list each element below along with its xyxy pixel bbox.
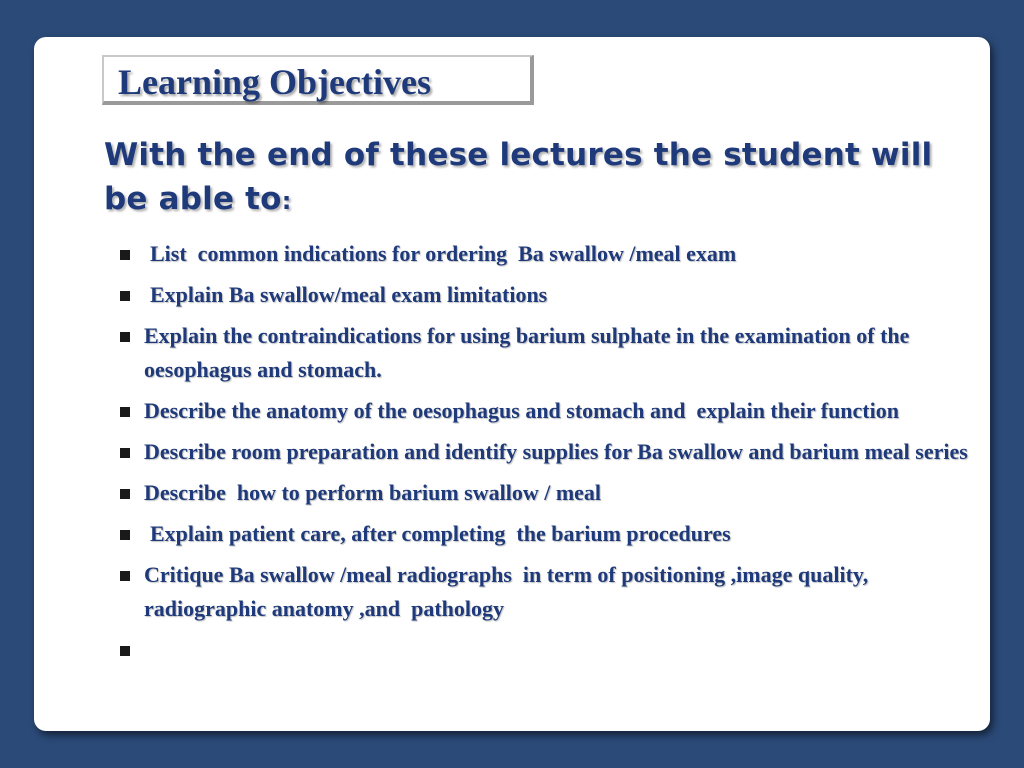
- list-item-text: Critique Ba swallow /meal radiographs in term of positioning ,image quality, radiographic anatomy ,and pathology: [144, 562, 874, 621]
- square-bullet-icon: [120, 332, 130, 342]
- square-bullet-icon: [120, 571, 130, 581]
- list-item: [118, 237, 968, 271]
- square-bullet-icon: [120, 407, 130, 417]
- list-item-text: List common indications for ordering Ba swallow /meal exam: [150, 241, 737, 266]
- list-item: [118, 476, 968, 510]
- list-item-text: Describe room preparation and identify supplies for Ba swallow and barium meal series: [144, 439, 968, 464]
- square-bullet-icon: [120, 250, 130, 260]
- list-item-text: Explain the contraindications for using barium sulphate in the examination of the oesophagus and stomach.: [144, 323, 915, 382]
- list-item: [118, 278, 968, 312]
- square-bullet-icon: [120, 646, 130, 656]
- list-item-text: Describe the anatomy of the oesophagus and stomach and explain their function: [144, 398, 899, 423]
- title-box: [102, 55, 534, 105]
- subtitle-colon: :: [281, 187, 292, 215]
- square-bullet-icon: [120, 489, 130, 499]
- slide-title: Learning Objectives: [118, 62, 431, 102]
- list-item-text: Explain Ba swallow/meal exam limitations: [150, 282, 548, 307]
- square-bullet-icon: [120, 530, 130, 540]
- slide-subtitle: [104, 133, 934, 223]
- list-item: [118, 435, 968, 469]
- list-item: [118, 517, 968, 551]
- list-item: [118, 558, 968, 626]
- list-item-text: Explain patient care, after completing the barium procedures: [150, 521, 731, 546]
- square-bullet-icon: [120, 291, 130, 301]
- list-item: [118, 394, 968, 428]
- list-item-text: Describe how to perform barium swallow / meal: [144, 480, 602, 505]
- list-item: [118, 319, 968, 387]
- square-bullet-icon: [120, 448, 130, 458]
- subtitle-text: With the end of these lectures the student will be able to: [104, 137, 933, 217]
- objectives-list: [118, 237, 968, 633]
